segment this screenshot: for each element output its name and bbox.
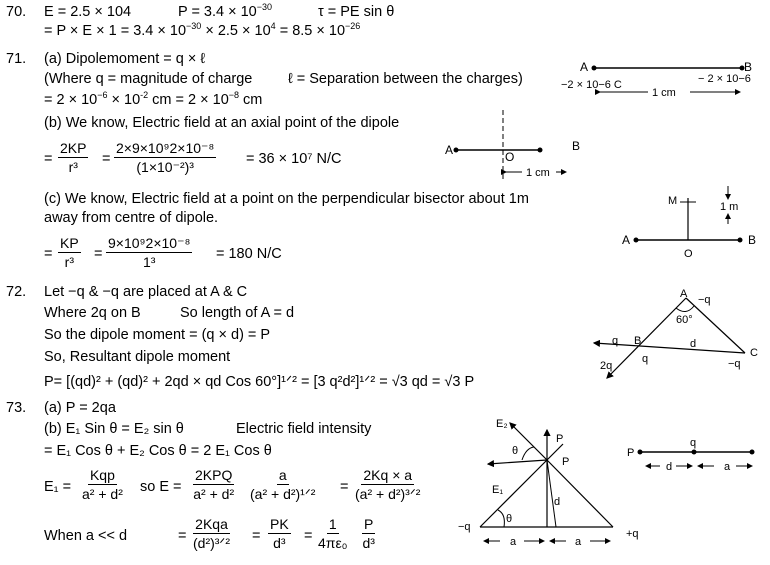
- so-e-label: so E =: [140, 479, 182, 495]
- e-fraction-1: 2KPQ a² + d²: [193, 467, 235, 502]
- distance-label: 1 cm: [526, 167, 550, 179]
- charges-placement: Let −q & −q are placed at A & C: [44, 284, 248, 300]
- question-number-70: 70.: [6, 4, 27, 20]
- resultant-statement: So, Resultant dipole moment: [44, 349, 231, 365]
- where-separation: ℓ = Separation between the charges): [288, 71, 523, 87]
- equals-sign: =: [252, 528, 261, 544]
- label-a: a: [724, 461, 731, 473]
- e-fraction-2: a (a² + d²)¹ᐟ²: [250, 467, 316, 502]
- charge-dot-b: [738, 238, 743, 243]
- torque-formula: τ = PE sin θ: [318, 4, 395, 20]
- label-a: A: [445, 143, 454, 157]
- field-intensity-diagram: [458, 418, 639, 548]
- approx-fraction-3: $\frac{1}{\text{4πε₀}}$: [318, 516, 348, 551]
- label-a: A: [622, 233, 631, 247]
- equals-sign: =: [304, 528, 313, 544]
- equals-sign: =: [44, 151, 53, 167]
- bisector-diagram: [622, 186, 756, 260]
- bisector-field-fraction: $\frac{KP}{\text{r³}}$: [60, 235, 79, 270]
- charge-a: −q: [698, 294, 711, 306]
- label-2q: 2q: [600, 360, 613, 372]
- label-o: O: [684, 248, 693, 260]
- equals-sign: =: [102, 151, 111, 167]
- label-m: M: [668, 195, 678, 207]
- dipole-moment-definition: (a) Dipolemoment = q × ℓ: [44, 51, 206, 67]
- dipole-diagram-1: [561, 60, 752, 99]
- approx-fraction-2: $\frac{PK}{\text{d³}}$: [270, 516, 289, 551]
- vertex-a: A: [680, 288, 688, 300]
- e1-lhs: E₁ =: [44, 479, 72, 495]
- charge-dot-center: [692, 450, 697, 455]
- equals-sign: =: [94, 246, 103, 262]
- charge-dot-a: [454, 148, 459, 153]
- charge-dot-b: [538, 148, 543, 153]
- label-p: P: [562, 456, 570, 468]
- sine-balance: (b) E₁ Sin θ = E₂ sin θ: [44, 421, 184, 437]
- bisector-field-substitution: $\frac{\text{9×10⁹2×10⁻⁸}}{\text{1³}}$: [108, 235, 191, 270]
- axial-field-result: = 36 × 10⁷ N/C: [246, 151, 342, 167]
- angle-arc-top: [522, 447, 534, 460]
- charge-dot-end: [750, 450, 755, 455]
- resultant-arrow: [607, 298, 686, 378]
- question-number-71: 71.: [6, 51, 27, 67]
- equals-sign: =: [340, 479, 349, 495]
- label-d: d: [690, 338, 697, 350]
- dashed-helper: [547, 460, 556, 527]
- charge-c: −q: [728, 358, 741, 370]
- side-left: [480, 460, 547, 527]
- axial-field-substitution: $\frac{\text{2×9×10⁹2×10⁻⁸}}{\text{(1×10⁻²)³}}$: [116, 140, 215, 175]
- charge-dot-a: [592, 66, 597, 71]
- e1-continuation: [547, 444, 563, 460]
- label-p: P: [627, 447, 635, 459]
- label-q-left: q: [612, 335, 619, 347]
- label-o: O: [505, 150, 515, 164]
- equals-sign: =: [44, 246, 53, 262]
- angle-arc: [676, 306, 694, 312]
- field-intensity-label: Electric field intensity: [236, 421, 372, 437]
- axial-field-fraction: $\frac{2KP}{\text{r³}}$: [60, 140, 87, 175]
- e-fraction-3: 2Kq × a (a² + d²)³ᐟ²: [355, 467, 421, 502]
- resultant-formula: P= [(qd)² + (qd)² + 2qd × qd Cos 60°]¹ᐟ² = [3 q²d²]¹ᐟ² = √3 qd = √3 P: [44, 374, 475, 390]
- charge-dot-a: [634, 238, 639, 243]
- charge-b-value: − 2 × 10−6: [698, 73, 751, 85]
- theta-top: θ: [512, 445, 519, 457]
- side-right: [547, 460, 613, 527]
- dipole-moment-statement: So the dipole moment = (q × d) = P: [44, 327, 271, 343]
- label-q-center: q: [642, 353, 649, 365]
- point-p-dot: [638, 450, 643, 455]
- label-a-left: a: [510, 536, 517, 548]
- e1-fraction: Kqp a² + d²: [82, 467, 123, 502]
- charge-a-value: −2 × 10−6 C: [561, 79, 622, 91]
- dipole-moment-2qa: (a) P = 2qa: [44, 400, 116, 416]
- label-b: B: [572, 139, 581, 153]
- approximation-condition: When a << d: [44, 528, 128, 544]
- cosine-sum: = E₁ Cos θ + E₂ Cos θ = 2 E₁ Cos θ: [44, 443, 272, 459]
- label-b: B: [748, 233, 757, 247]
- distance-label: 1 cm: [652, 87, 676, 99]
- theta-bottom: θ: [506, 513, 513, 525]
- dipole-moment-calculation: = $2 \times 10^{-6} \times 10^{-2}$ cm = $2 \times 10^{-8}$ cm: [44, 90, 263, 108]
- approx-fraction-1: 2Kqa (d²)³ᐟ²: [193, 516, 231, 551]
- label-b: B: [744, 60, 753, 74]
- bisector-field-result: = 180 N/C: [216, 246, 282, 262]
- where-charge: (Where q = magnitude of charge: [44, 71, 253, 87]
- label-a-right: a: [575, 536, 582, 548]
- axial-diagram: [445, 110, 580, 180]
- distance-label: 1 m: [720, 201, 739, 213]
- label-plus-q: +q: [626, 528, 639, 540]
- label-minus-q: −q: [458, 521, 471, 533]
- label-a: A: [580, 60, 589, 74]
- energy-value: E = 2.5 × 104: [44, 4, 132, 20]
- charge-at-b: Where 2q on B: [44, 305, 141, 321]
- question-number-72: 72.: [6, 284, 27, 300]
- equals-sign: =: [178, 528, 187, 544]
- angle-label: 60°: [676, 314, 693, 326]
- vertex-c: C: [750, 347, 758, 359]
- angle-arc-bottom: [498, 510, 504, 527]
- bisector-field-statement-2: away from centre of dipole.: [44, 210, 219, 226]
- dipole-moment-value: $P = 3.4 \times 10^{-30}$: [178, 2, 273, 20]
- axis-point-diagram: [627, 437, 755, 473]
- label-e1: E₁: [492, 484, 504, 496]
- approx-fraction-4: $\frac{P}{\text{d³}}$: [362, 516, 375, 551]
- label-e2: E₂: [496, 418, 508, 430]
- bisector-field-statement: (c) We know, Electric field at a point on the perpendicular bisector about 1m: [44, 191, 529, 207]
- triangle-diagram: [594, 288, 758, 378]
- axial-field-statement: (b) We know, Electric field at an axial point of the dipole: [44, 115, 400, 131]
- torque-calculation: = $P \times E \times 1 = 3.4 \times 10^{-30} \times 2.5 \times 10^4 = 8.5 \times 10^{-26}$: [44, 21, 361, 39]
- label-p-top: P: [556, 433, 564, 445]
- horizontal-vector: [488, 460, 547, 464]
- question-number-73: 73.: [6, 400, 27, 416]
- length-statement: So length of A = d: [180, 305, 295, 321]
- label-d: d: [666, 461, 673, 473]
- vertex-b: B: [634, 335, 642, 347]
- label-q: q: [690, 437, 697, 449]
- label-d: d: [554, 496, 561, 508]
